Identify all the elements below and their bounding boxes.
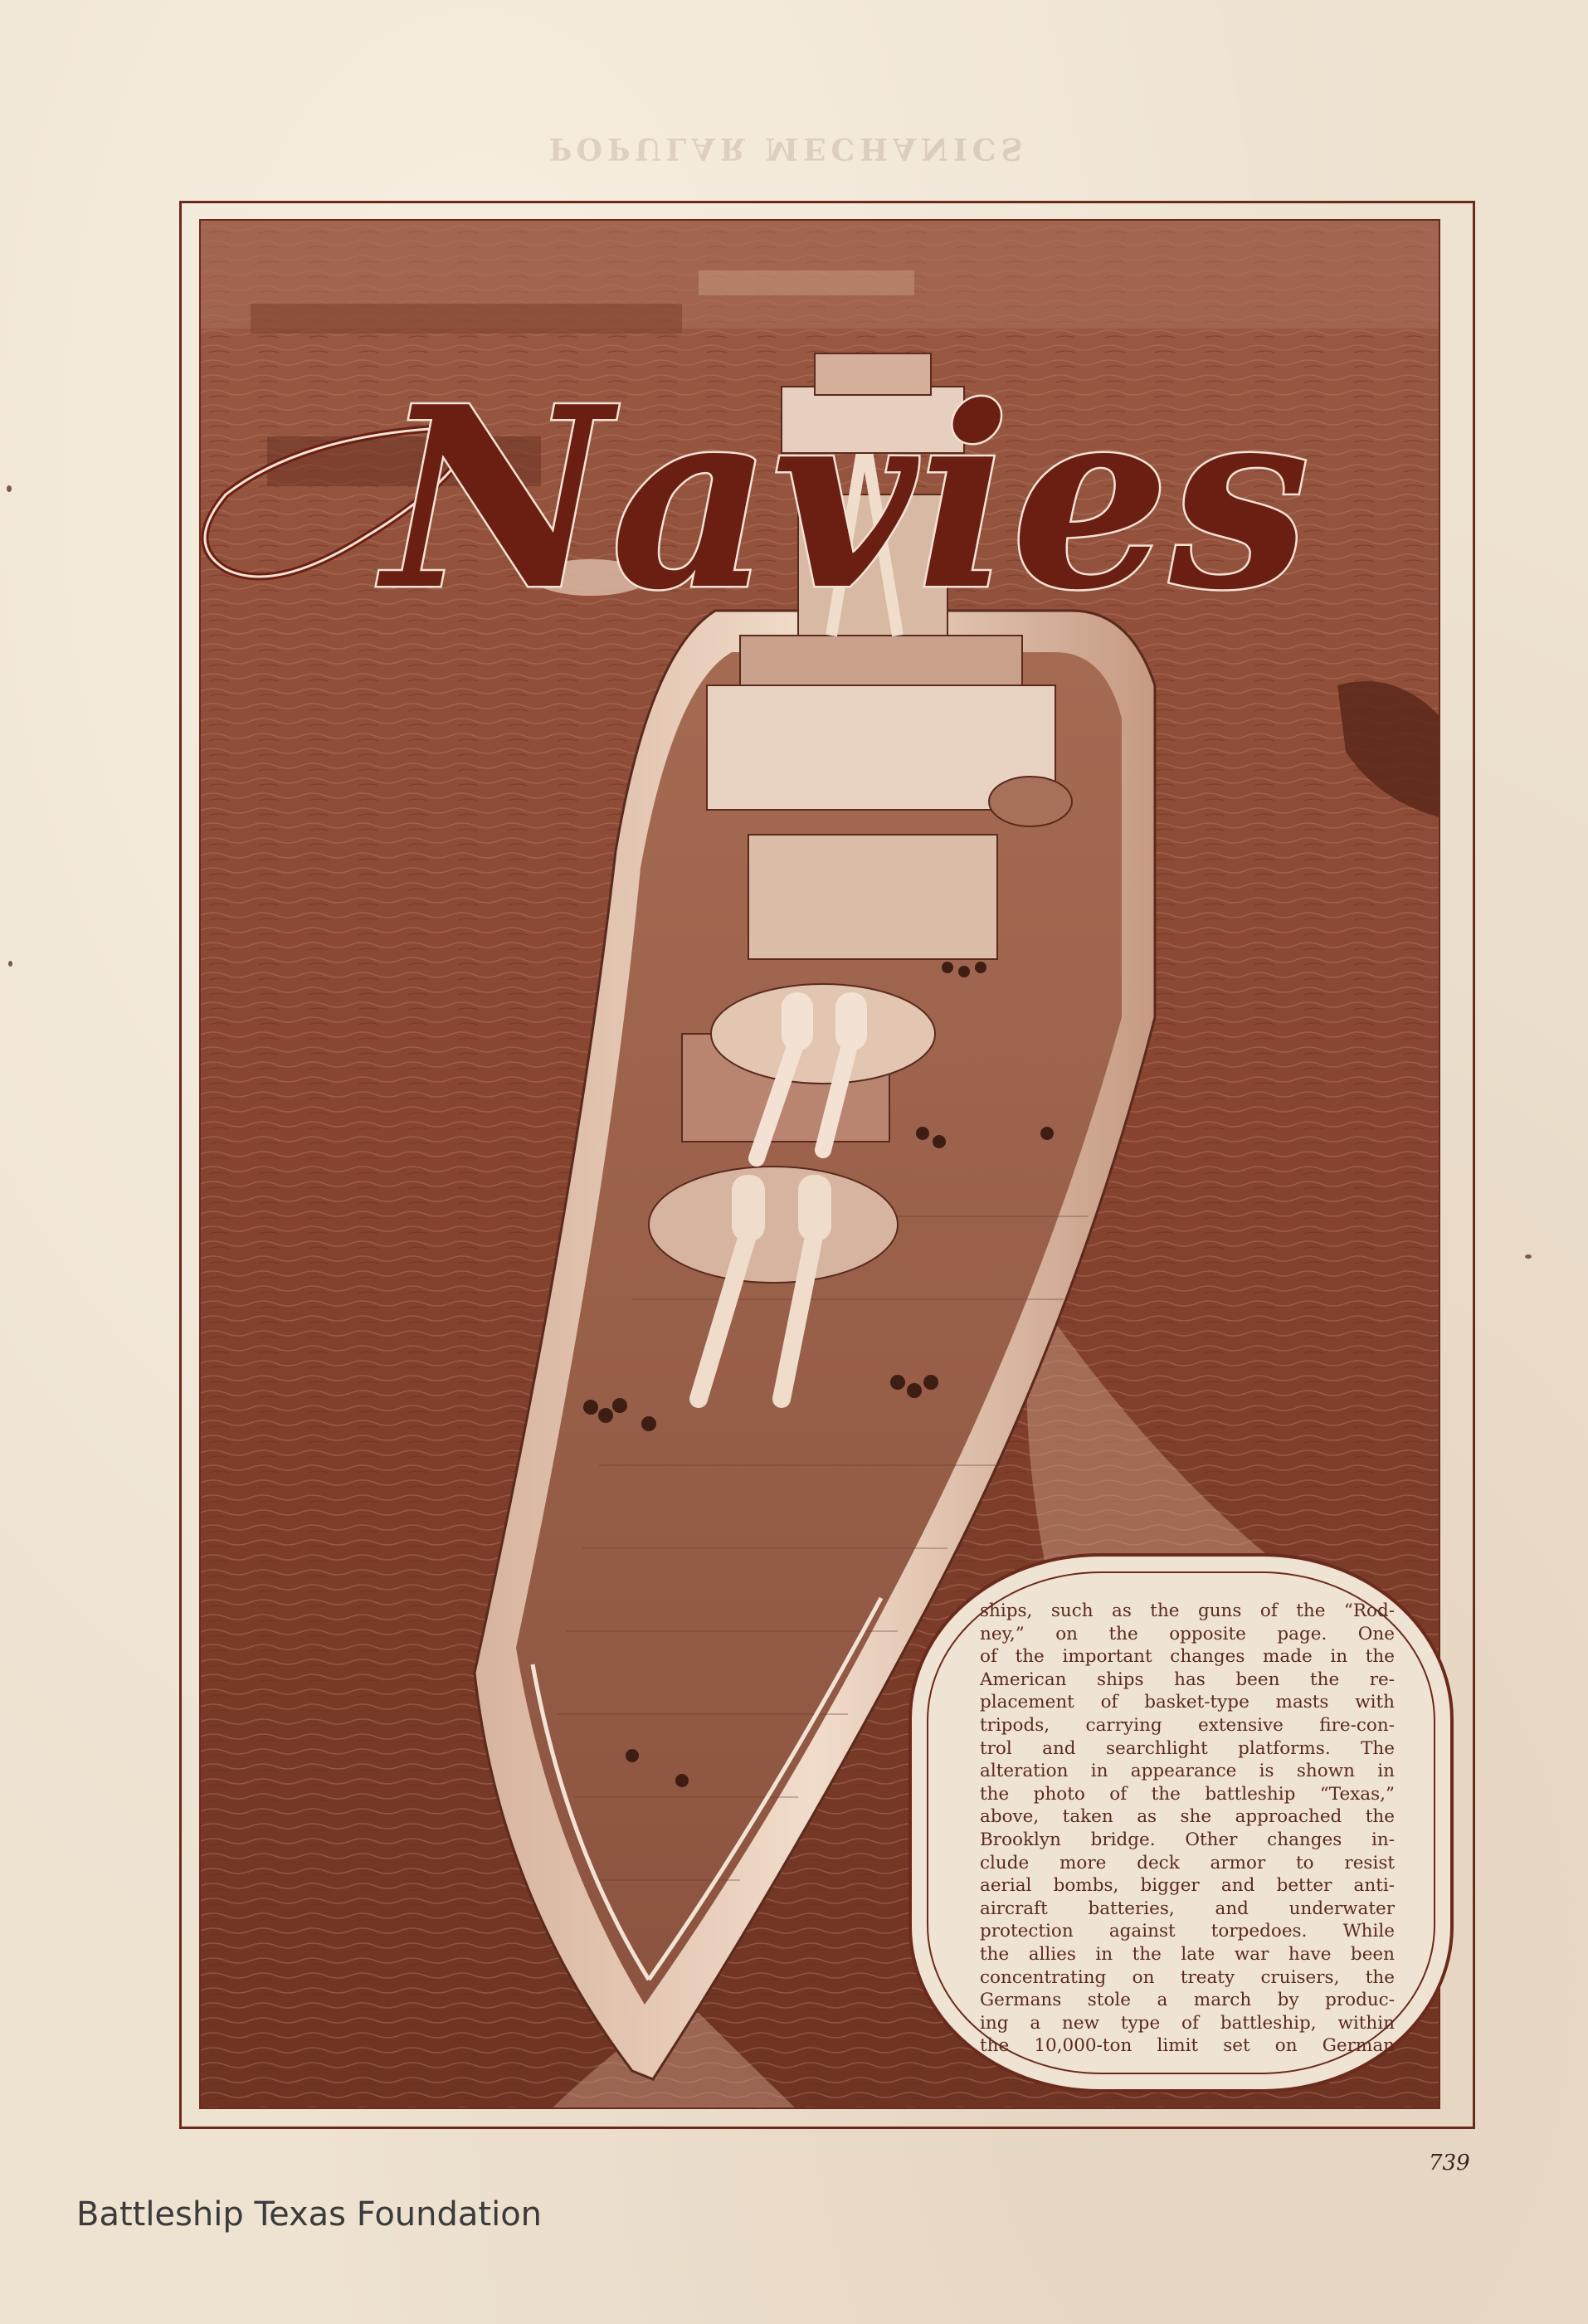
caption-line: ing a new type of battleship, within	[980, 2012, 1395, 2034]
caption-line: Germans stole a march by produc-	[980, 1990, 1395, 2011]
caption-line: protection against torpedoes. While	[980, 1921, 1395, 1942]
paper-speck	[7, 485, 12, 492]
caption-line: aerial bombs, bigger and better anti-	[980, 1875, 1395, 1897]
caption-line: Brooklyn bridge. Other changes in-	[980, 1829, 1395, 1850]
caption-line: of the important changes made in the	[980, 1646, 1395, 1668]
caption-line: tripods, carrying extensive fire-con-	[980, 1714, 1395, 1736]
caption-line: placement of basket-type masts with	[980, 1692, 1395, 1713]
caption-box	[908, 1553, 1454, 2093]
page-number: 739	[1429, 2151, 1470, 2175]
caption-line: trol and searchlight platforms. The	[980, 1737, 1395, 1759]
caption-line: above, taken as she approached the	[980, 1806, 1395, 1828]
paper-speck	[1525, 1255, 1532, 1259]
caption-line: aircraft batteries, and underwater	[980, 1898, 1395, 1919]
watermark: Battleship Texas Foundation	[76, 2195, 543, 2234]
caption-line: the photo of the battleship “Texas,”	[980, 1783, 1395, 1805]
caption-line: American ships has been the re-	[980, 1669, 1395, 1690]
caption-line: concentrating on treaty cruisers, the	[980, 1966, 1395, 1988]
paper-speck	[8, 961, 12, 967]
caption-line: ships, such as the guns of the “Rod-	[980, 1600, 1395, 1621]
caption-text	[980, 1600, 1395, 2058]
bleed-through-header: POPULAR MECHANICS	[548, 131, 1028, 166]
title-text: Navies	[383, 352, 1310, 645]
caption-line: alteration in appearance is shown in	[980, 1761, 1395, 1782]
caption-line: ney,” on the opposite page. One	[980, 1623, 1395, 1644]
caption-line: clude more deck armor to resist	[980, 1852, 1395, 1873]
caption-line: the allies in the late war have been	[980, 1943, 1395, 1965]
caption-line: the 10,000-ton limit set on German	[980, 2035, 1395, 2057]
